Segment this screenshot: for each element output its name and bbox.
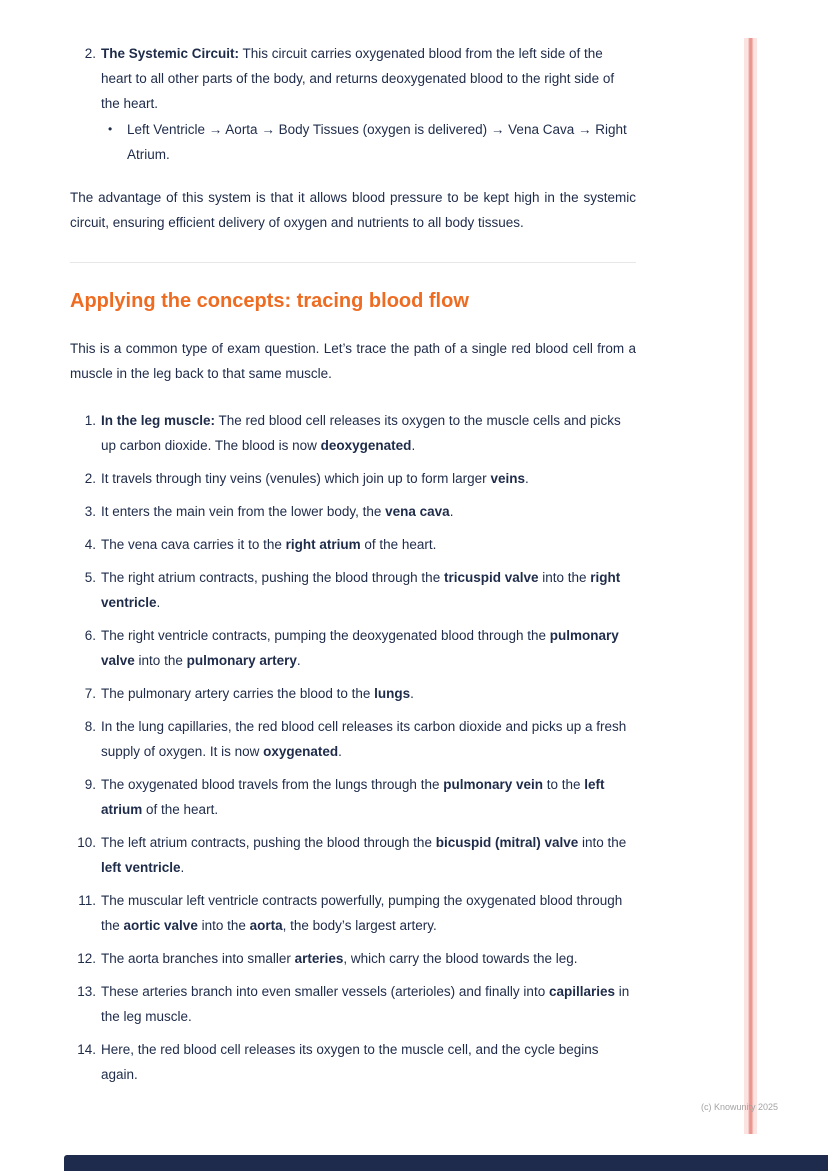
- step-item: [70, 772, 636, 822]
- step-item: [70, 565, 636, 615]
- step-item: [70, 466, 636, 491]
- item-number: 2.: [84, 46, 96, 61]
- page-edge-stripe: [744, 38, 757, 1134]
- step-text: The aorta branches into smaller arteries, which carry the blood towards the leg.: [101, 951, 578, 966]
- step-number: 2.: [84, 471, 96, 486]
- bullet-dot: •: [108, 122, 113, 136]
- step-number: 10.: [77, 835, 96, 850]
- step-text: The right atrium contracts, pushing the blood through the tricuspid valve into the right ventricle.: [101, 570, 621, 610]
- step-item: [70, 681, 636, 706]
- circuit-list: [70, 41, 636, 167]
- step-text: The oxygenated blood travels from the lungs through the pulmonary vein to the left atrium of the heart.: [101, 777, 605, 817]
- step-number: 14.: [77, 1042, 96, 1057]
- circuit-item-text: The Systemic Circuit: This circuit carries oxygenated blood from the left side of the heart to all other parts of the body, and returns deoxygenated blood to the right side of the heart.: [101, 46, 615, 111]
- step-text: The muscular left ventricle contracts powerfully, pumping the oxygenated blood through the aortic valve into the aorta, the body’s largest artery.: [101, 893, 623, 933]
- content-column: [70, 0, 636, 1095]
- step-text: These arteries branch into even smaller vessels (arterioles) and finally into capillaries in the leg muscle.: [101, 984, 630, 1024]
- step-item: [70, 714, 636, 764]
- steps-list: [70, 408, 636, 1087]
- next-page-top-bar: [64, 1155, 828, 1171]
- bullet-list: [101, 117, 636, 167]
- advantage-paragraph: The advantage of this system is that it allows blood pressure to be kept high in the systemic circuit, ensuring efficient delivery of oxygen and nutrients to all body tissues.: [70, 190, 636, 230]
- step-item: [70, 408, 636, 458]
- step-item: [70, 1037, 636, 1087]
- step-number: 4.: [84, 537, 96, 552]
- step-item: [70, 830, 636, 880]
- step-number: 1.: [84, 413, 96, 428]
- step-text: The right ventricle contracts, pumping the deoxygenated blood through the pulmonary valve into the pulmonary artery.: [101, 628, 619, 668]
- step-text: It enters the main vein from the lower body, the vena cava.: [101, 504, 454, 519]
- section-divider: [70, 262, 636, 263]
- circuit-item-body: [101, 41, 636, 167]
- step-number: 13.: [77, 984, 96, 999]
- step-text: In the leg muscle: The red blood cell releases its oxygen to the muscle cells and picks up carbon dioxide. The blood is now deoxygenated.: [101, 413, 621, 453]
- step-number: 7.: [84, 686, 96, 701]
- step-item: [70, 946, 636, 971]
- step-item: [70, 979, 636, 1029]
- step-number: 6.: [84, 628, 96, 643]
- section-heading: Applying the concepts: tracing blood flow: [70, 290, 469, 312]
- step-number: 12.: [77, 951, 96, 966]
- intro-paragraph: This is a common type of exam question. Let’s trace the path of a single red blood cell from a muscle in the leg back to that same muscle.: [70, 341, 636, 381]
- bullet-item: [108, 117, 636, 167]
- step-item: [70, 532, 636, 557]
- bullet-text: Left Ventricle → Aorta → Body Tissues (oxygen is delivered) → Vena Cava → Right Atrium.: [127, 122, 627, 162]
- step-item: [70, 888, 636, 938]
- step-number: 5.: [84, 570, 96, 585]
- circuit-item: [70, 41, 636, 167]
- step-item: [70, 623, 636, 673]
- step-text: The vena cava carries it to the right atrium of the heart.: [101, 537, 437, 552]
- step-number: 3.: [84, 504, 96, 519]
- step-text: It travels through tiny veins (venules) which join up to form larger veins.: [101, 471, 529, 486]
- step-number: 11.: [78, 893, 96, 908]
- step-number: 9.: [84, 777, 96, 792]
- copyright-text: (c) Knowunity 2025: [700, 1102, 778, 1112]
- step-text: In the lung capillaries, the red blood cell releases its carbon dioxide and picks up a fresh supply of oxygen. It is now oxygenated.: [101, 719, 627, 759]
- step-text: Here, the red blood cell releases its oxygen to the muscle cell, and the cycle begins again.: [101, 1042, 599, 1082]
- step-item: [70, 499, 636, 524]
- step-text: The pulmonary artery carries the blood to the lungs.: [101, 686, 414, 701]
- step-number: 8.: [84, 719, 96, 734]
- step-text: The left atrium contracts, pushing the blood through the bicuspid (mitral) valve into the left ventricle.: [101, 835, 627, 875]
